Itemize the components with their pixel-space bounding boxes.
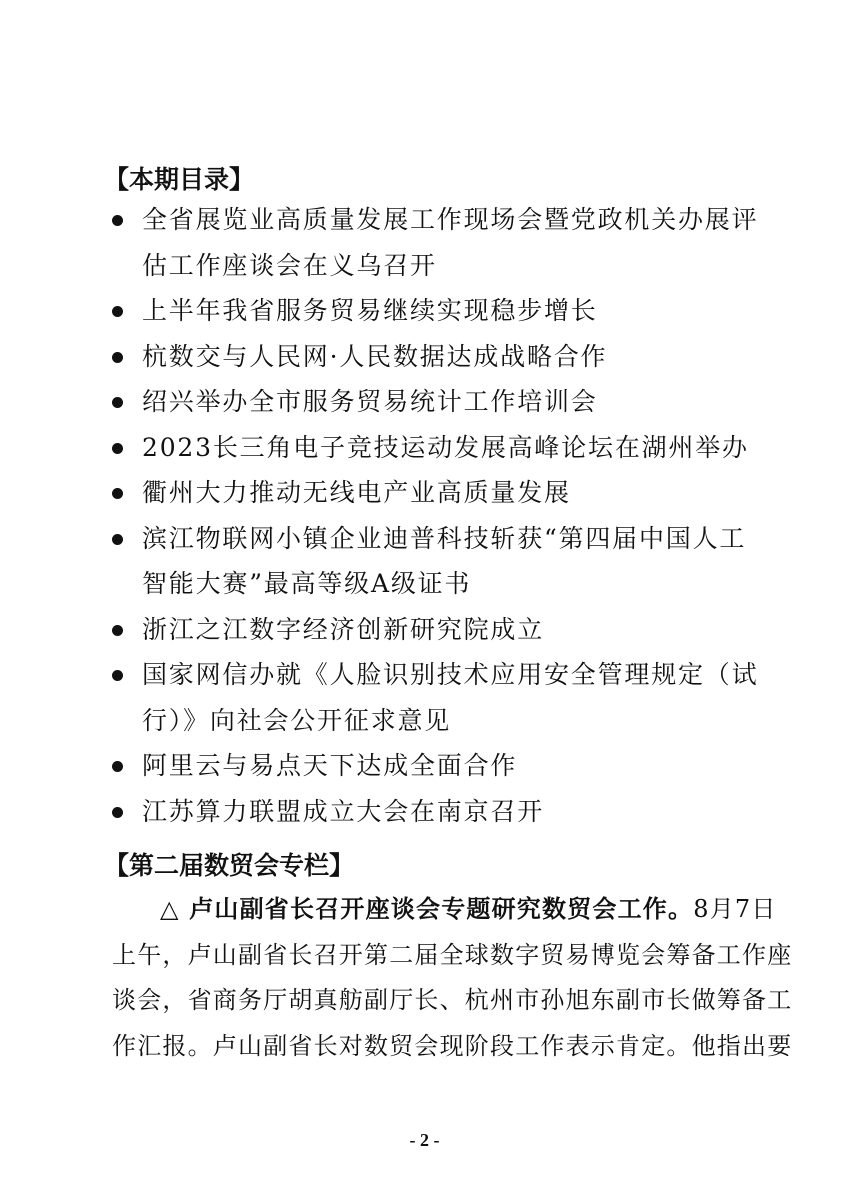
toc-item-text: 行）》向社会公开征求意见 <box>142 705 452 735</box>
toc-item-text: 浙江之江数字经济创新研究院成立 <box>142 614 545 644</box>
toc-item-text: 估工作座谈会在义乌召开 <box>142 250 437 280</box>
toc-item-text: 衢州大力推动无线电产业高质量发展 <box>142 478 571 507</box>
article-line: 上午，卢山副省长召开第二届全球数字贸易博览会筹备工作座 <box>112 940 793 969</box>
toc-item[interactable] <box>112 197 759 288</box>
bullet-icon <box>112 625 123 636</box>
toc-item[interactable] <box>112 516 752 607</box>
toc-item-text: 国家网信办就《人脸识别技术应用安全管理规定（试 <box>142 660 759 689</box>
article-line: 谈会，省商务厅胡真舫副厅长、杭州市孙旭东副市长做筹备工 <box>112 986 793 1014</box>
bullet-icon <box>112 215 123 226</box>
toc-heading: 【本期目录】 <box>104 165 255 194</box>
bullet-icon <box>112 761 123 772</box>
bullet-icon <box>112 443 123 454</box>
toc-item[interactable] <box>112 652 759 743</box>
bullet-icon <box>112 488 123 499</box>
bullet-icon <box>112 534 123 545</box>
article-body <box>112 886 793 1069</box>
toc-item[interactable] <box>112 425 752 471</box>
toc-item-text: 上半年我省服务贸易继续实现稳步增长 <box>142 296 598 325</box>
toc-item[interactable] <box>112 607 752 653</box>
bullet-icon <box>112 397 123 408</box>
toc-item[interactable] <box>112 743 752 789</box>
article-date: 8月7日 <box>693 895 777 923</box>
article-first-line <box>112 886 777 933</box>
bullet-icon <box>112 807 123 818</box>
toc-item[interactable] <box>112 789 752 835</box>
toc-list <box>112 197 759 834</box>
toc-item-text: 杭数交与人民网·人民数据达成战略合作 <box>142 341 608 371</box>
toc-item-text: 2023长三角电子竞技运动发展高峰论坛在湖州举办 <box>142 432 749 462</box>
page-number: - 2 - <box>409 1130 440 1150</box>
toc-item[interactable] <box>112 288 752 334</box>
toc-item[interactable] <box>112 334 752 380</box>
bullet-icon <box>112 670 123 681</box>
toc-item-text: 阿里云与易点天下达成全面合作 <box>142 751 518 780</box>
bullet-icon <box>112 306 123 317</box>
toc-item[interactable] <box>112 379 752 425</box>
bullet-icon <box>112 352 123 363</box>
toc-item-text: 绍兴举办全市服务贸易统计工作培训会 <box>142 387 598 416</box>
toc-item-text: 全省展览业高质量发展工作现场会暨党政机关办展评 <box>142 205 759 234</box>
article-line: 作汇报。卢山副省长对数贸会现阶段工作表示肯定。他指出要 <box>112 1031 793 1060</box>
toc-item-text: 智能大赛”最高等级A级证书 <box>142 569 472 598</box>
column-heading: 【第二届数贸会专栏】 <box>104 851 355 880</box>
toc-item[interactable] <box>112 470 752 516</box>
toc-item-text: 江苏算力联盟成立大会在南京召开 <box>142 796 545 826</box>
toc-item-text: 滨江物联网小镇企业迪普科技斩获“第四届中国人工 <box>142 523 747 553</box>
article-headline: △ 卢山副省长召开座谈会专题研究数贸会工作。 <box>160 894 694 923</box>
